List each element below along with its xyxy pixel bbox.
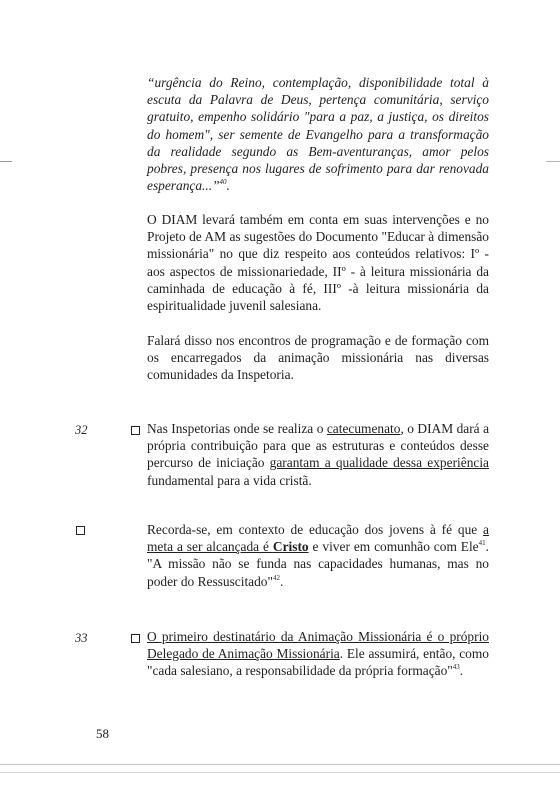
item-number: 33 (75, 631, 88, 645)
item-33-text: O primeiro destinatário da Animação Missionária é o próprio Delegado de Animação Missionária. Ele assumirá, então, como "cada salesiano, a responsabilidade da própria formação"$^{43}$. (147, 629, 489, 679)
bottom-rule (0, 764, 560, 765)
item-recorda-text: Recorda-se, em contexto de educação dos jovens à fé que a meta a ser alcançada é Cristo e viver em comunhão com Ele$^{41}$. "A missão não se funda nas capacidades humanas, mas no poder do Ressuscitado"$^{42}$. (147, 522, 489, 589)
paragraph-diam: O DIAM levará também em conta em suas intervenções e no Projeto de AM as sugestões do Documento "Educar à dimensão missionária" no que diz respeito aos conteúdos relativos: Iº - aos aspectos de missionariedade, IIº - à leitura missionária da caminhada de educação à fé, IIIº -à leitura missionária da espiritualidade juvenil salesiana. (147, 212, 489, 314)
paragraph-programacao: Falará disso nos encontros de programação e de formação com os encarregados da animação missionária nas diversas comunidades da Inspetoria. (147, 333, 489, 383)
page-number: 58 (96, 726, 109, 741)
item-number: 32 (75, 423, 88, 437)
margin-rule (546, 161, 560, 162)
checkbox-icon (131, 426, 140, 435)
bottom-rule (0, 772, 560, 773)
checkbox-icon (76, 526, 85, 535)
checkbox-icon (131, 634, 140, 643)
margin-rule (0, 161, 12, 162)
quote-paragraph: “urgência do Reino, contemplação, disponibilidade total à escuta da Palavra de Deus, pertença comunitária, serviço gratuito, empenho solidário "para a paz, a justiça, os direitos do homem", ser semente de Evangelho para a transformação da realidade segundo as Bem-aventuranças, amor pelos pobres, presença nos lugares de sofrimento para dar renovada esperança...”$^{40}$. (147, 75, 489, 194)
item-32-text: Nas Inspetorias onde se realiza o catecumenato, o DIAM dará a própria contribuição para que as estruturas e conteúdos desse percurso de iniciação garantam a qualidade dessa experiência fundamental para a vida cristã. (147, 421, 490, 488)
